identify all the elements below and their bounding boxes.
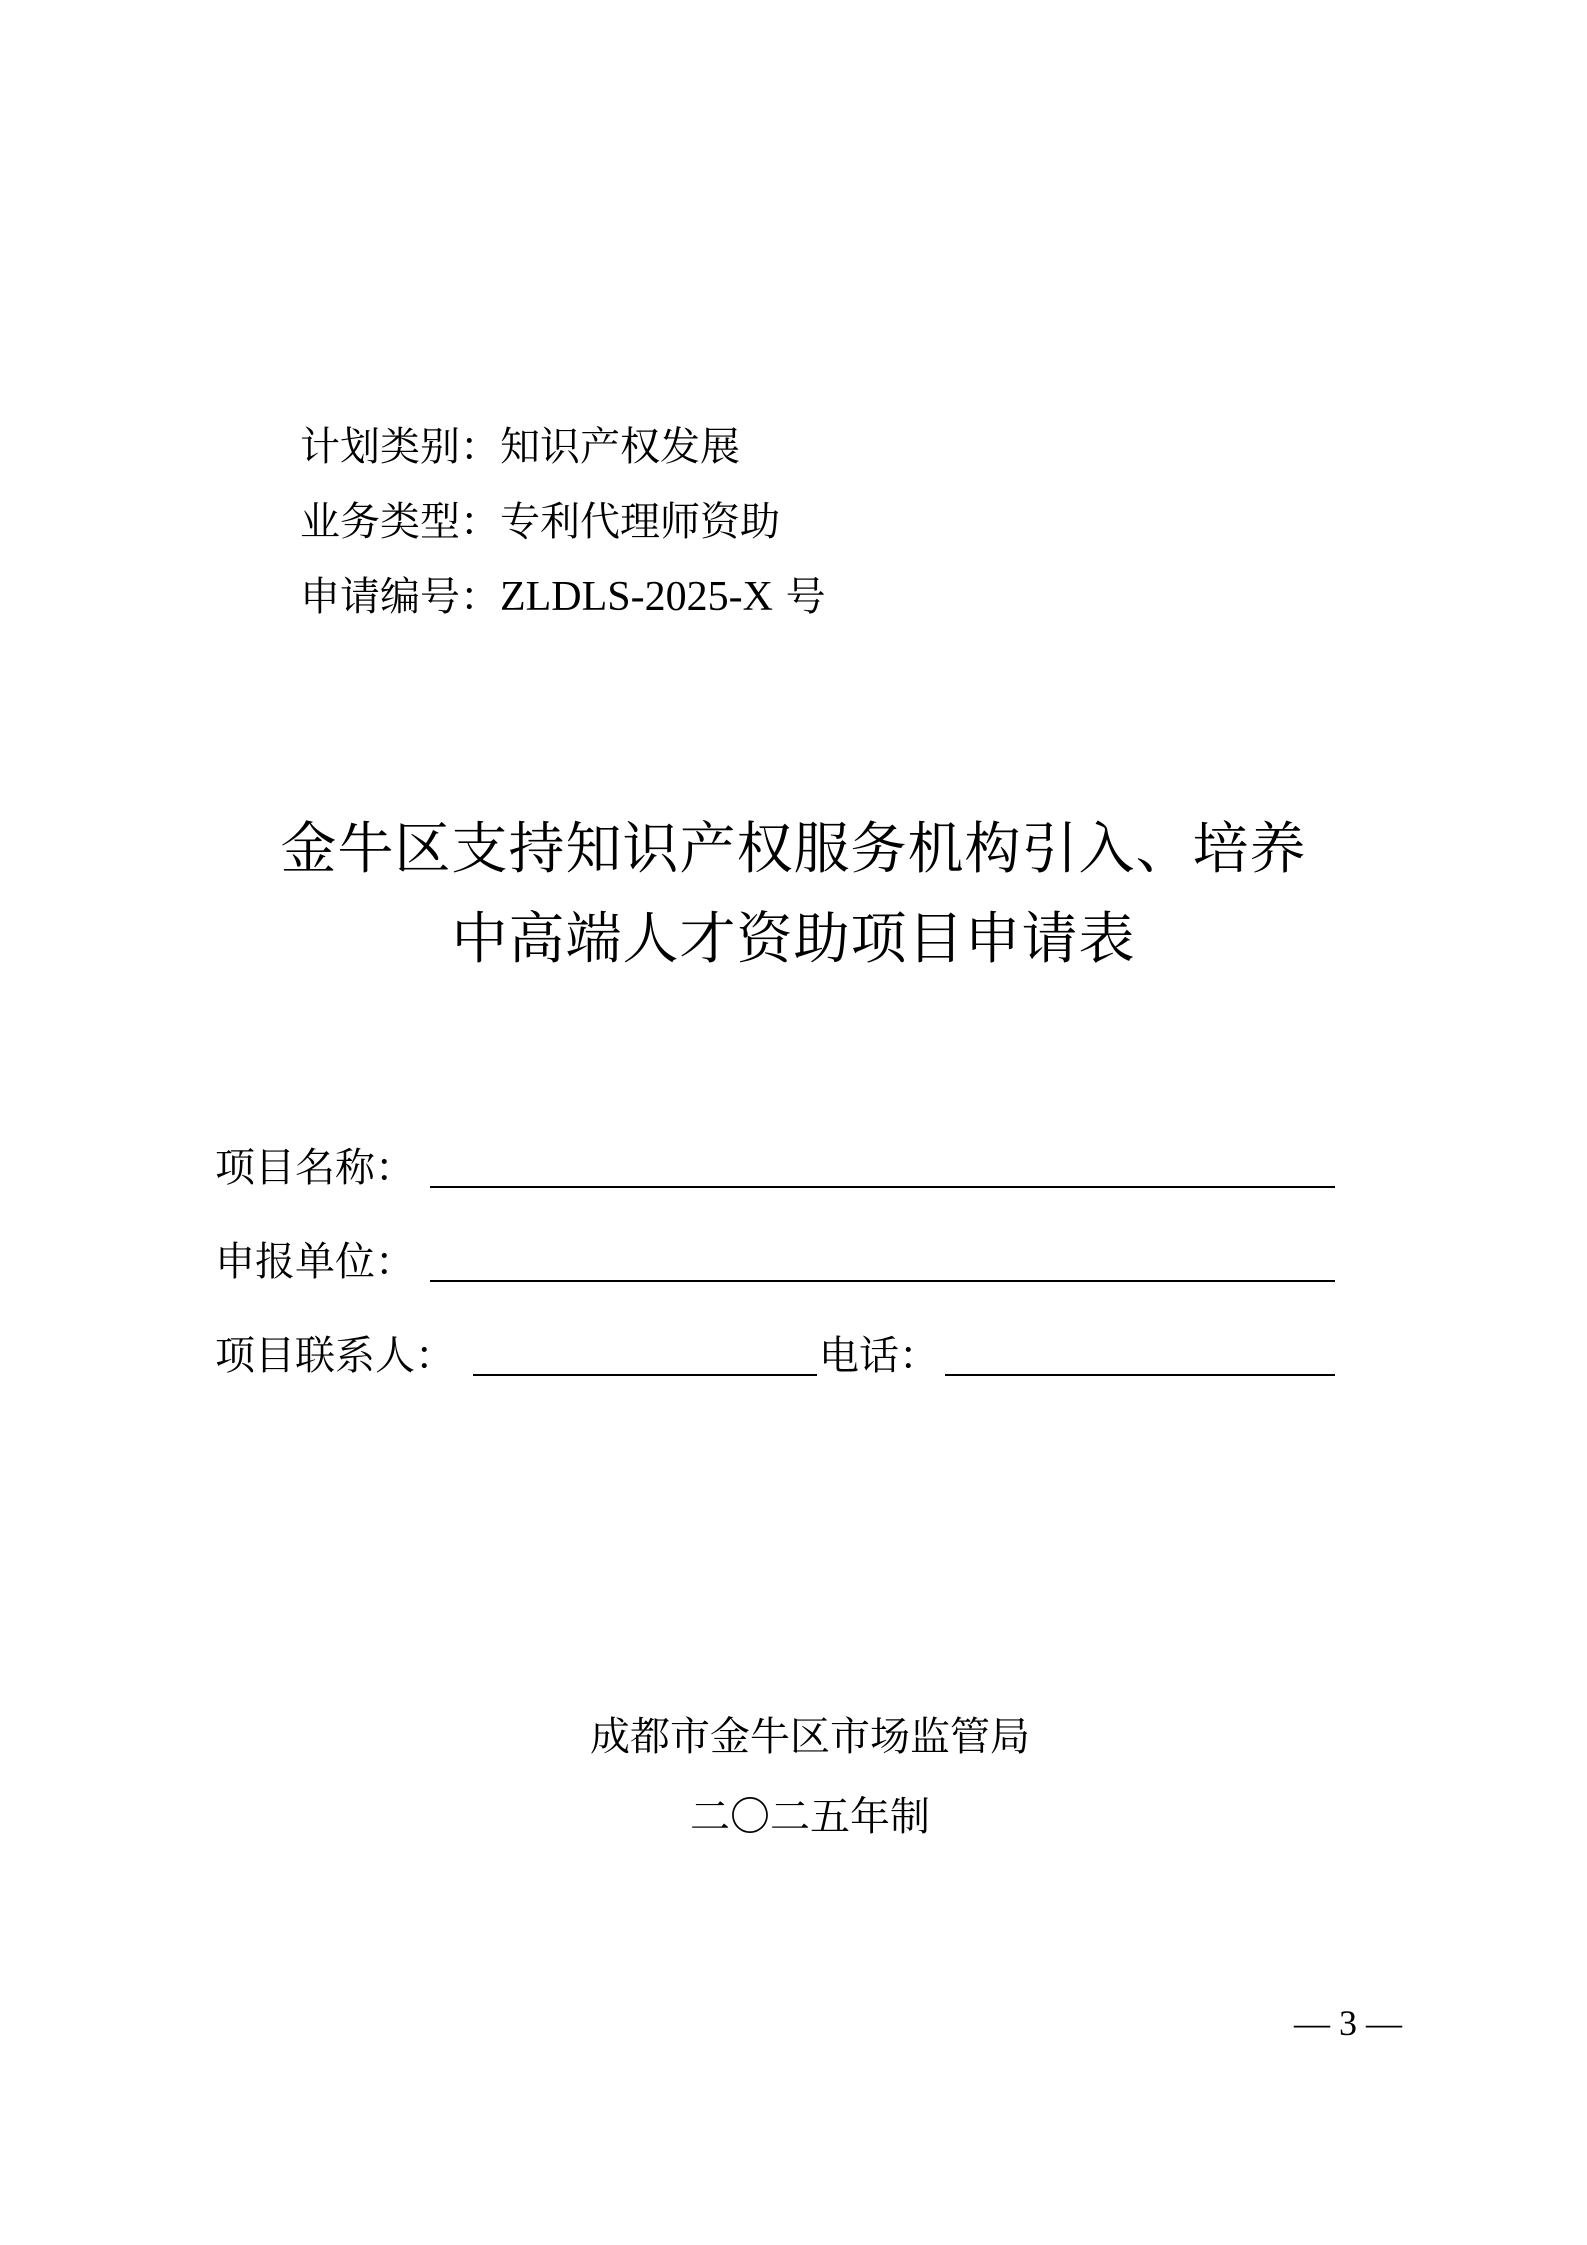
project-name-label: 项目名称： [215,1145,415,1191]
project-name-input-line[interactable] [430,1186,1335,1188]
project-contact-label: 项目联系人： [215,1333,455,1379]
application-number-label: 申请编号： [300,574,500,620]
business-type-label: 业务类型： [300,499,500,545]
issuing-organization: 成都市金牛区市场监管局 [590,1714,1030,1760]
business-type-row [300,485,826,560]
phone-input-line[interactable] [945,1374,1335,1376]
document-title-line-2: 中高端人才资助项目申请表 [451,907,1136,972]
page-number: — 3 — [1294,2003,1402,2043]
plan-category-row [300,410,826,485]
plan-category-label: 计划类别： [300,424,500,470]
document-title-line-1: 金牛区支持知识产权服务机构引入、培养 [280,817,1307,882]
project-name-field [215,1138,1335,1198]
applicant-unit-field [215,1232,1335,1292]
application-number-suffix: 号 [772,574,826,620]
application-number-code: ZLDLS-2025-X [500,574,773,620]
applicant-unit-input-line[interactable] [430,1280,1335,1282]
plan-category-value: 知识产权发展 [500,424,740,470]
contact-field [215,1326,1335,1386]
application-number-row [300,560,826,635]
applicant-unit-label: 申报单位： [215,1239,415,1285]
project-contact-input-line[interactable] [473,1374,817,1376]
issue-year: 二〇二五年制 [690,1794,930,1840]
business-type-value: 专利代理师资助 [500,499,780,545]
document-meta [300,410,826,635]
phone-label: 电话： [819,1333,939,1379]
